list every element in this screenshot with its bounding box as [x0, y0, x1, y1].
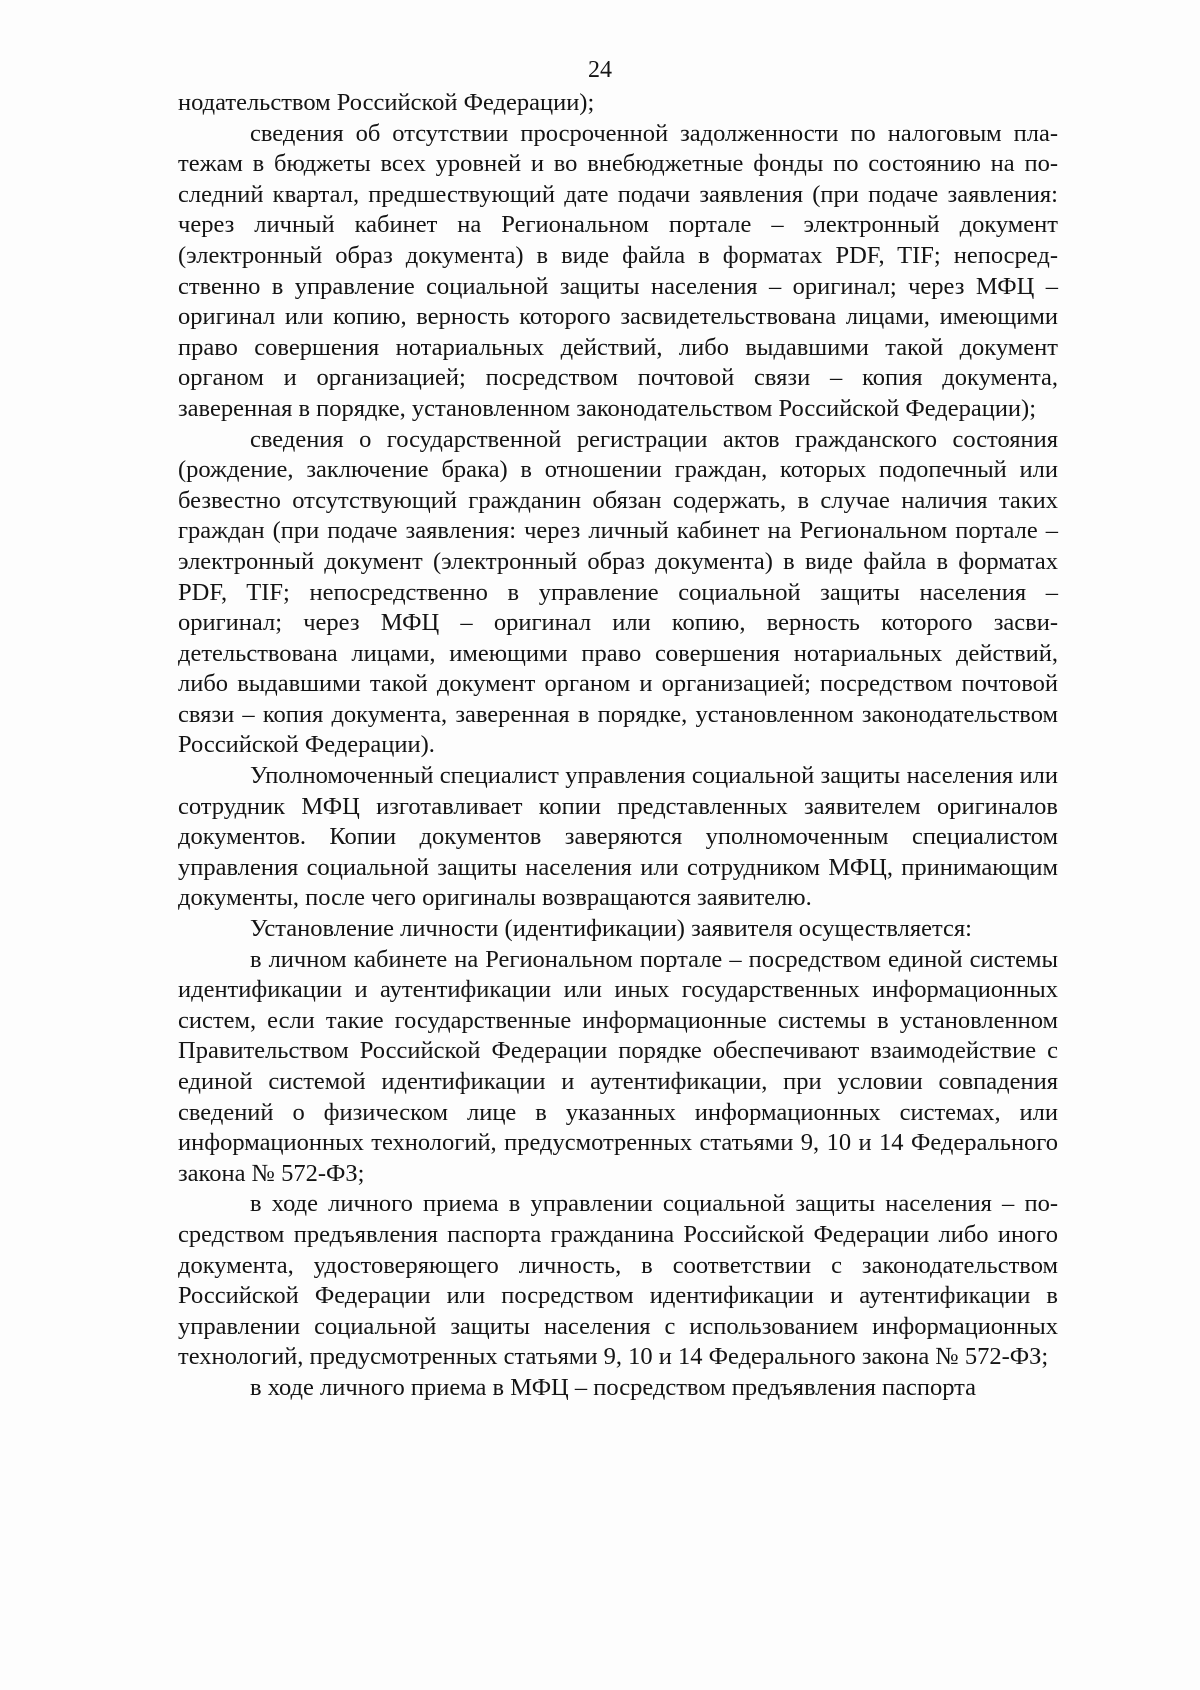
paragraph-identification-intro: Установление личности (идентификации) заявителя осуществляется: [250, 915, 972, 943]
paragraph-civil-registration-info: сведения о государственной регистрации актов гражданского состояния (рождение, заключение брака) в отношении граждан, которых подопечный или безвестно отсутствующий гражданин обязан содержать, в случае наличия таких граждан (при подаче заявления: через личный кабинет на Региональном портале – электронный документ (электронный образ документа) в виде файла в форматах PDF, TIF; непосредственно в управление социальной защиты населения – оригинал; через МФЦ – оригинал или копию, верность которого засвидетельствована лицами, имеющими право совершения нотариальных действий, либо выдавшими такой документ органом и организацией; посредством почтовой связи – копия документа, заверенная в порядке, установленном законодательством Российской Федерации). [178, 425, 1058, 759]
paragraph-identification-mfc: в ходе личного приема в МФЦ – посредством предъявления паспорта [250, 1373, 977, 1401]
paragraph-continuation: нодательством Российской Федерации); [178, 89, 595, 116]
paragraph-tax-debt-info: сведения об отсутствии просроченной задолженности по налоговым платежам в бюджеты всех уровней и во внебюджетные фонды по состоянию на последний квартал, предшествующий дате подачи заявления (при подаче заявления: через личный кабинет на Региональном портале – электронный документ (электронный образ документа) в виде файла в форматах PDF, TIF; непосредственно в управление социальной защиты населения – оригинал; через МФЦ – оригинал или копию, верность которого засвидетельствована лицами, имеющими право совершения нотариальных действий, либо выдавшими такой документ органом и организацией; посредством почтовой связи – копия документа, заверенная в порядке, установленном законодательством Российской Федерации); [178, 119, 1058, 422]
paragraph-identification-portal: в личном кабинете на Региональном портале – посредством единой системы идентификации и аутентификации или иных государственных информационных систем, если такие государственные информационные системы в установленном Правительством Российской Федерации порядке обеспечивают взаимодействие с единой системой идентификации и аутентификации, при условии совпадения сведений о физическом лице в указанных информационных системах, или информационных технологий, предусмотренных статьями 9, 10 и 14 Федерального закона № 572-ФЗ; [178, 945, 1058, 1187]
document-body [178, 88, 1058, 1404]
paragraph-identification-office: в ходе личного приема в управлении социальной защиты населения – посредством предъявления паспорта гражданина Российской Федерации либо иного документа, удостоверяющего личность, в соответствии с законодательством Российской Федерации или посредством идентификации и аутентификации в управлении социальной защиты населения с использованием информационных технологий, предусмотренных статьями 9, 10 и 14 Федерального закона № 572-ФЗ; [178, 1190, 1058, 1371]
paragraph-document-copies: Уполномоченный специалист управления социальной защиты населения или сотрудник МФЦ изготавливает копии представленных заявителем оригиналов документов. Копии документов заверяются уполномоченным специалистом управления социальной защиты населения или сотрудником МФЦ, принимающим документы, после чего оригиналы возвращаются заявителю. [178, 762, 1058, 912]
page-number: 24 [588, 57, 612, 83]
